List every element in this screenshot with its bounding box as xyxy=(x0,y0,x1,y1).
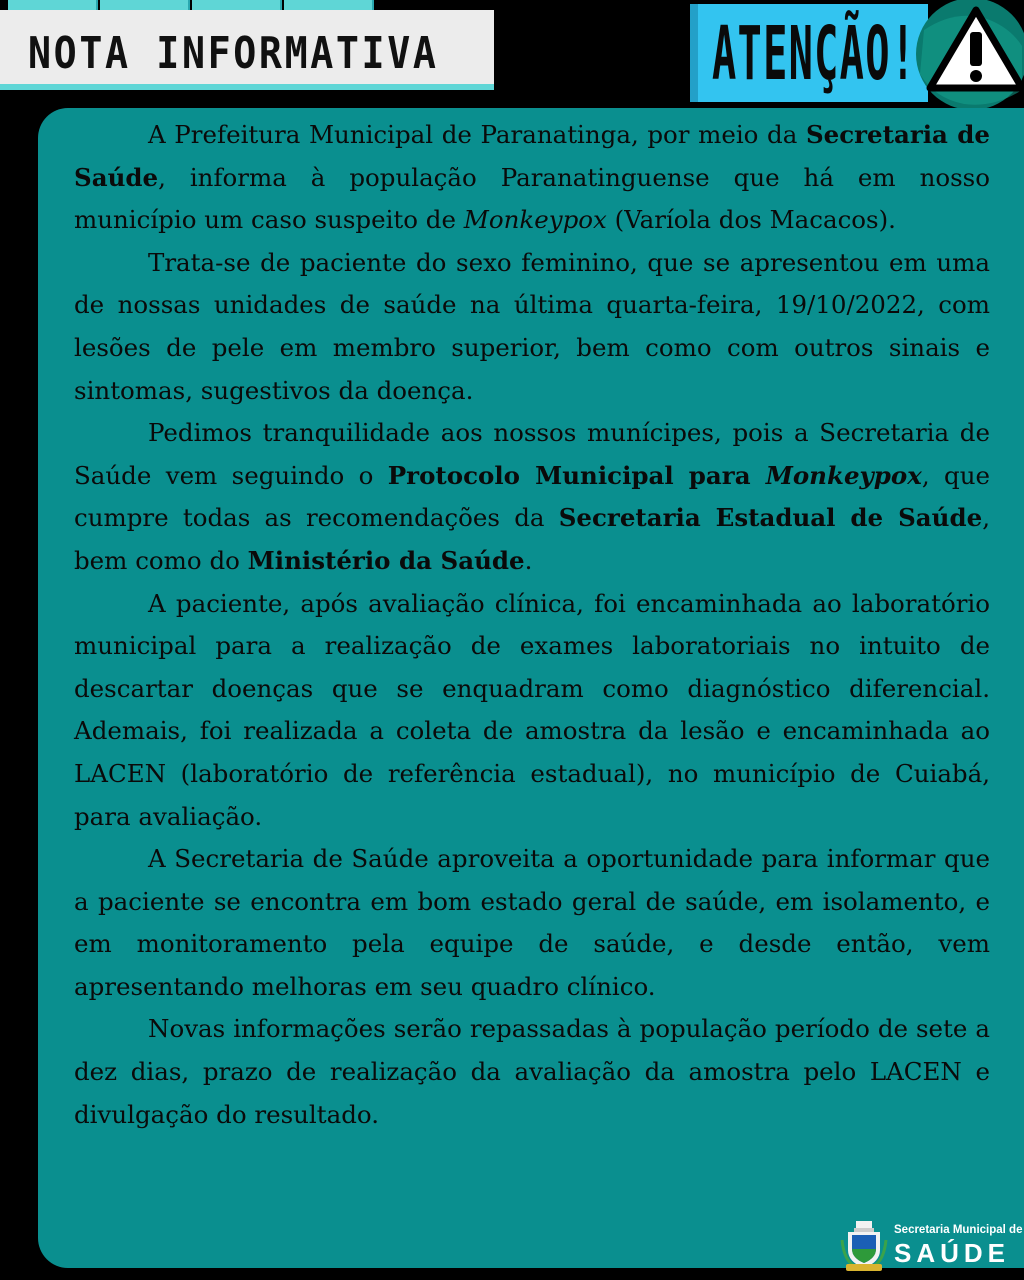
logo-subtitle: Secretaria Municipal de xyxy=(894,1224,1023,1236)
paragraph-5 xyxy=(74,838,990,1008)
text-run: A Prefeitura Municipal de Paranatinga, por meio da xyxy=(148,120,806,149)
attention-label: ATENÇÃO! xyxy=(712,12,917,98)
paragraph-1 xyxy=(74,114,990,242)
logo-title: SAÚDE xyxy=(894,1238,1011,1268)
warning-triangle-icon xyxy=(914,0,1024,112)
bold-text: Secretaria Estadual de Saúde xyxy=(558,503,983,533)
notice-text xyxy=(74,114,990,1136)
bold-text: Protocolo Municipal para xyxy=(387,460,766,490)
paragraph-2 xyxy=(74,242,990,412)
text-run: (Varíola dos Macacos). xyxy=(606,205,896,235)
title-banner xyxy=(0,10,494,90)
text-run: Trata-se de paciente do sexo feminino, que se apresentou em uma de nossas unidades de saúde na última quarta-feira, 19/10/2022, com lesões de pele em membro superior, bem como com outros sinais e sintomas, sugestivos da doença. xyxy=(74,247,990,405)
text-run: Novas informações serão repassadas à população período de sete a dez dias, prazo de realização da avaliação da amostra pelo LACEN e divulgação do resultado. xyxy=(74,1014,990,1129)
text-run: , que cumpre todas as recomendações da xyxy=(74,460,990,533)
secretaria-logo xyxy=(836,1216,1024,1276)
text-run: , informa à população Paranatinguense que há em nosso município um caso suspeito de xyxy=(74,162,990,235)
italic-text: Monkeypox xyxy=(463,205,607,235)
text-run: , bem como do xyxy=(74,503,990,575)
page-title: NOTA INFORMATIVA xyxy=(28,28,439,79)
bold-italic-text: Monkeypox xyxy=(765,460,922,490)
paragraph-4 xyxy=(74,583,990,839)
text-run: . xyxy=(524,545,533,575)
paragraph-3 xyxy=(74,412,990,582)
municipal-crest-icon xyxy=(840,1220,888,1272)
attention-banner xyxy=(690,4,928,102)
paragraph-6 xyxy=(74,1008,990,1136)
text-run: A Secretaria de Saúde aproveita a oportunidade para informar que a paciente se encontra em bom estado geral de saúde, em isolamento, e em monitoramento pela equipe de saúde, e desde então, vem apresentando melhoras em seu quadro clínico. xyxy=(74,844,990,1001)
text-run: A paciente, após avaliação clínica, foi encaminhada ao laboratório municipal para a realização de exames laboratoriais no intuito de descartar doenças que se enquadram como diagnóstico diferencial. Ademais, foi realizada a coleta de amostra da lesão e encaminhada ao LACEN (laboratório de referência estadual), no município de Cuiabá, para avaliação. xyxy=(74,588,990,831)
bold-text: Ministério da Saúde xyxy=(247,545,525,575)
content-panel xyxy=(38,108,1024,1268)
bold-text: Secretaria de Saúde xyxy=(74,120,990,192)
text-run: Pedimos tranquilidade aos nossos munícipes, pois a Secretaria de Saúde vem seguindo o xyxy=(74,418,990,490)
